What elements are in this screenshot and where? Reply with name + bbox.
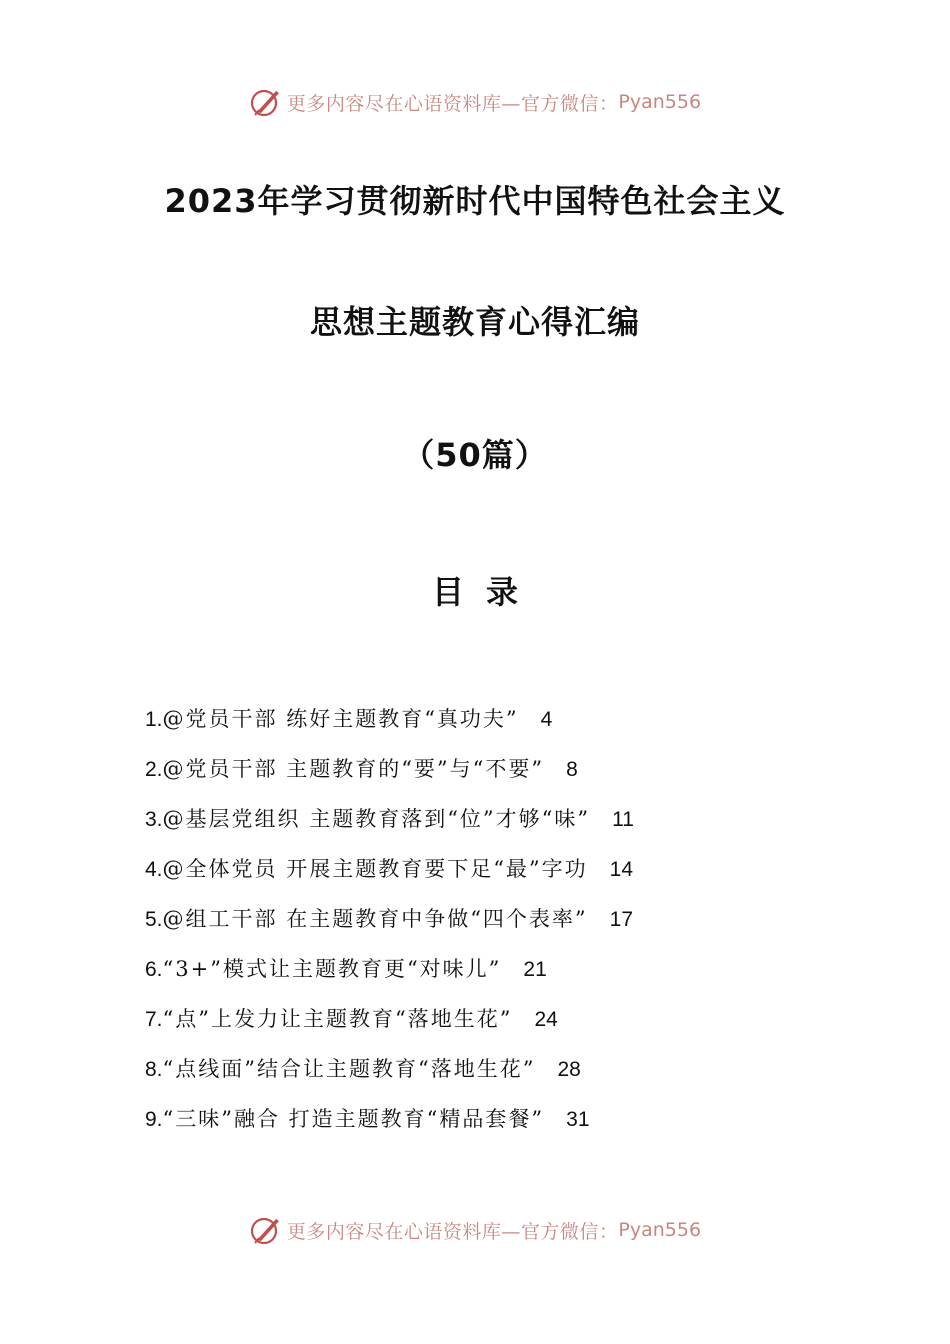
toc-item-title: @党员干部 练好主题教育“真功夫”	[162, 707, 519, 731]
toc-item[interactable]	[145, 800, 845, 850]
toc-item-number: 6.	[145, 958, 163, 981]
toc-item[interactable]	[145, 700, 845, 750]
toc-item[interactable]	[145, 850, 845, 900]
document-title-line-2: 思想主题教育心得汇编	[309, 303, 640, 341]
table-of-contents	[145, 700, 845, 1150]
quill-logo-icon	[249, 1213, 283, 1247]
toc-item-number: 4.	[145, 858, 163, 881]
toc-item-page: 11	[612, 808, 634, 831]
watermark-text: 更多内容尽在心语资料库—官方微信：	[286, 1220, 619, 1243]
header-watermark	[0, 82, 950, 122]
toc-item-page: 24	[534, 1008, 558, 1031]
watermark-wechat-id: Pyan556	[618, 91, 702, 113]
quill-logo-icon	[249, 85, 283, 119]
toc-item[interactable]	[145, 900, 845, 950]
toc-item-title: “3+”模式让主题教育更“对味儿”	[162, 957, 502, 981]
toc-item-title: “点线面”结合让主题教育“落地生花”	[162, 1057, 536, 1081]
toc-item-page: 14	[609, 858, 634, 881]
toc-item-number: 5.	[145, 908, 163, 931]
toc-item-title: “三味”融合 打造主题教育“精品套餐”	[162, 1107, 545, 1131]
toc-item-page: 8	[566, 758, 578, 781]
toc-item[interactable]	[145, 1000, 845, 1050]
toc-item-number: 9.	[145, 1108, 163, 1131]
toc-item-page: 17	[609, 908, 634, 931]
toc-item[interactable]	[145, 750, 845, 800]
toc-item-number: 1.	[145, 708, 163, 731]
toc-item-page: 31	[566, 1108, 590, 1131]
toc-item[interactable]	[145, 950, 845, 1000]
document-title-line-1: 2023年学习贯彻新时代中国特色社会主义	[164, 182, 786, 220]
toc-item-title: “点”上发力让主题教育“落地生花”	[162, 1007, 513, 1031]
toc-item-title: @基层党组织 主题教育落到“位”才够“味”	[162, 807, 591, 831]
footer-watermark	[0, 1210, 950, 1250]
toc-item-title: @党员干部 主题教育的“要”与“不要”	[162, 757, 545, 781]
toc-item-number: 8.	[145, 1058, 163, 1081]
toc-heading: 目录	[431, 573, 540, 611]
toc-item-number: 2.	[145, 758, 163, 781]
toc-item-page: 28	[557, 1058, 581, 1081]
toc-item-page: 4	[540, 708, 553, 731]
toc-item-number: 3.	[145, 808, 163, 831]
toc-item-page: 21	[523, 958, 547, 981]
watermark-text: 更多内容尽在心语资料库—官方微信：	[286, 92, 619, 115]
toc-item[interactable]	[145, 1050, 845, 1100]
toc-item-number: 7.	[145, 1008, 163, 1031]
toc-item[interactable]	[145, 1100, 845, 1150]
watermark-wechat-id: Pyan556	[618, 1219, 702, 1241]
toc-item-title: @组工干部 在主题教育中争做“四个表率”	[162, 907, 588, 931]
document-title-count: （50篇）	[402, 436, 548, 474]
toc-item-title: @全体党员 开展主题教育要下足“最”字功	[162, 857, 588, 881]
